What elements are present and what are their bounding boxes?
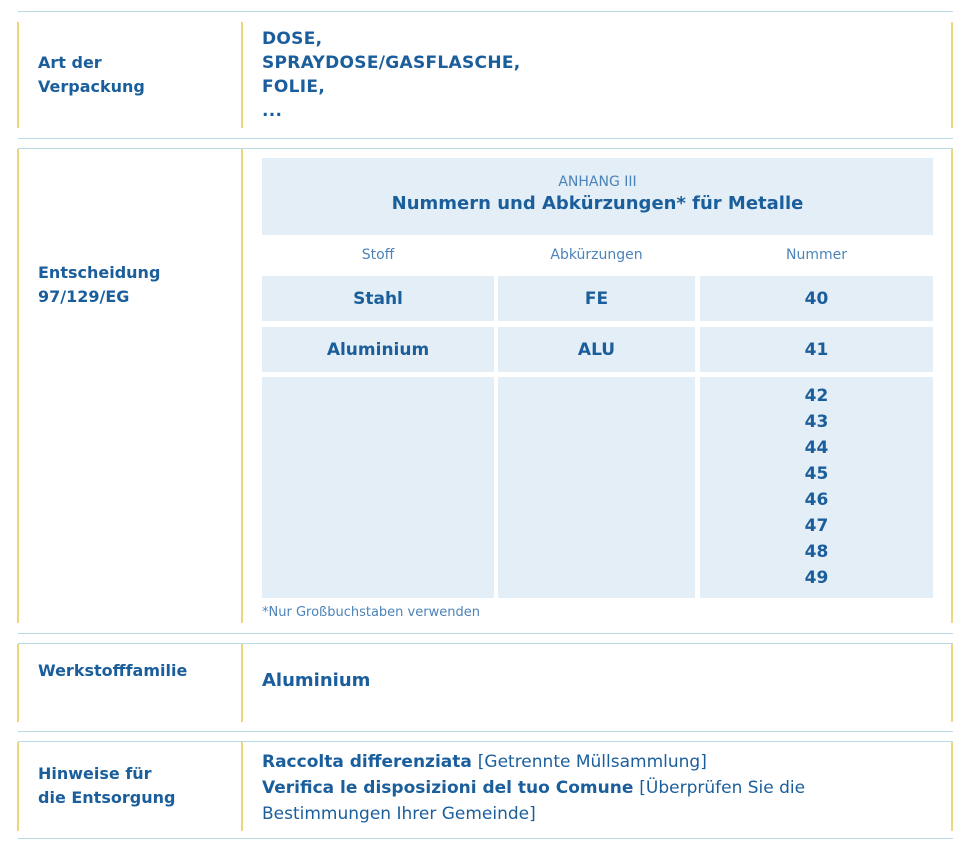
table-cell-abbreviation-empty [498,377,695,598]
packaging-value: FOLIE, [262,77,326,97]
disposal-label-line1: Hinweise für [38,764,152,783]
number-item: 49 [804,568,829,588]
disposal-line2 [262,775,932,801]
table-cell-number-list [700,377,933,598]
disposal-line1-bold: Raccolta differenziata [262,752,472,772]
table-cell-abbreviation: ALU [498,327,695,372]
number-item: 47 [804,516,829,536]
packaging-label-line1: Art der [38,53,102,72]
material-family-label: Werkstofffamilie [38,661,188,680]
row-left-border [17,22,19,128]
row-divider [18,11,953,12]
annex-subtitle: ANHANG III [558,174,637,190]
disposal-label-line2: die Entsorgung [38,788,176,807]
column-divider [241,644,243,722]
disposal-line2-plain: [Überprüfen Sie die [639,778,806,798]
row-divider [18,138,953,139]
disposal-label [38,762,175,810]
table-cell-material: Aluminium [262,327,494,372]
table-cell-number: 41 [700,327,933,372]
table-cell-abbreviation: FE [498,276,695,321]
row-divider [18,838,953,839]
number-item: 44 [804,438,829,458]
table-cell-material: Stahl [262,276,494,321]
decision-label [38,261,160,309]
packaging-value: SPRAYDOSE/GASFLASCHE, [262,53,521,73]
table-cell-material-empty [262,377,494,598]
column-header-abbreviation: Abkürzungen [550,247,643,263]
row-left-border [17,644,19,722]
number-item: 42 [804,386,829,406]
number-item: 45 [804,464,829,484]
packaging-value: DOSE, [262,29,323,49]
column-divider [241,22,243,128]
packaging-label [38,51,145,99]
material-family-value: Aluminium [262,670,371,691]
row-divider [18,633,953,634]
disposal-text [262,749,932,827]
packaging-label-line2: Verpackung [38,77,145,96]
column-divider [241,149,243,623]
column-header-material: Stoff [361,247,395,263]
annex-title: Nummern und Abkürzungen* für Metalle [391,193,804,214]
number-item: 46 [804,490,829,510]
decision-label-line2: 97/129/EG [38,287,130,306]
row-left-border [17,742,19,831]
row-divider [18,643,953,644]
row-divider [18,741,953,742]
packaging-values [262,27,521,123]
row-divider [18,731,953,732]
disposal-line2-bold: Verifica le disposizioni del tuo Comune [262,778,634,798]
annex-header [262,158,933,235]
column-divider [241,742,243,831]
row-right-border [951,22,953,128]
row-right-border [951,149,953,623]
disposal-line1 [262,749,932,775]
decision-label-line1: Entscheidung [38,263,161,282]
disposal-line3: Bestimmungen Ihrer Gemeinde] [262,804,536,824]
row-right-border [951,644,953,722]
disposal-line1-plain: [Getrennte Müllsammlung] [477,752,707,772]
row-right-border [951,742,953,831]
column-header-number: Nummer [786,247,847,263]
packaging-value: ... [262,101,283,121]
number-item: 43 [804,412,829,432]
table-cell-number: 40 [700,276,933,321]
row-left-border [17,149,19,623]
number-item: 48 [804,542,829,562]
annex-footnote: *Nur Großbuchstaben verwenden [262,605,480,620]
row-divider [18,148,953,149]
